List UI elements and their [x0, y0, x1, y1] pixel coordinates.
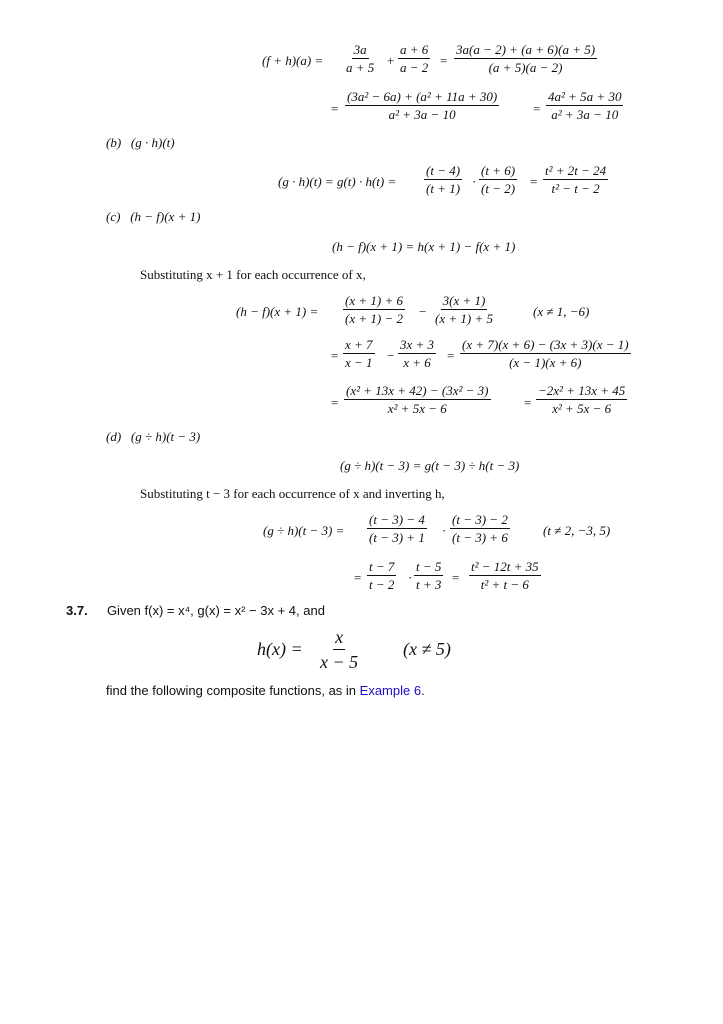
part-c-fraction-2: $\frac{3(x + 1)}{(x + 1) + 5}$: [435, 293, 493, 326]
part-c-result-3: $\frac{\text{−2x² + 13x + 45}}{\text{x² + 5x − 6}}$: [538, 383, 626, 416]
part-a-fraction-1: $\frac{3a}{a + 5}$: [346, 42, 375, 75]
part-c-definition: (h − f)(x + 1) = h(x + 1) − f(x + 1): [332, 239, 516, 254]
equals-sign: =: [447, 348, 455, 363]
plus-sign: +: [387, 53, 395, 68]
minus-sign: −: [387, 348, 395, 363]
equals-sign: =: [331, 395, 339, 410]
dot-operator: ·: [442, 523, 447, 538]
part-c-heading: (c) (h − f)(x + 1): [106, 209, 201, 224]
minus-sign: −: [419, 304, 427, 319]
part-c-result-2: $\frac{\text{(x² + 13x + 42) − (3x² − 3)}}{\text{x² + 5x − 6}}$: [346, 383, 489, 416]
equals-sign: =: [331, 101, 339, 116]
part-c-fraction-1: $\frac{(x + 1) + 6}{(x + 1) - 2}$: [345, 293, 403, 326]
h-lhs: h(x) =: [257, 639, 303, 659]
part-a-result-2: $\frac{\text{(3a² − 6a) + (a² + 11a + 30)}}{\text{a² + 3a − 10}}$: [347, 89, 498, 122]
part-d-fraction-4: $\frac{t - 5}{t + 3}$: [416, 559, 442, 592]
part-a-fraction-2: $\frac{a + 6}{a - 2}$: [400, 42, 429, 75]
dot-operator: ·: [472, 174, 477, 189]
part-d-fraction-2: $\frac{(t - 3) - 2}{(t - 3) + 6}$: [452, 512, 508, 545]
part-a-result-3: $\frac{\text{4a² + 5a + 30}}{\text{a² + 3a − 10}}$: [548, 89, 622, 122]
part-c-result-1: $\frac{(x + 7)(x + 6) - (3x + 3)(x - 1)}{(x - 1)(x + 6)}$: [462, 337, 629, 370]
equals-sign: =: [524, 395, 532, 410]
part-d-result: $\frac{\text{t² − 12t + 35}}{\text{t² + t − 6}}$: [471, 559, 539, 592]
problem-3-7: [66, 603, 325, 619]
part-d-heading: (d) (g ÷ h)(t − 3): [106, 429, 201, 444]
part-d-lhs: (g ÷ h)(t − 3) =: [263, 523, 345, 538]
part-d-definition: (g ÷ h)(t − 3) = g(t − 3) ÷ h(t − 3): [340, 458, 520, 473]
part-b-heading: (b) (g · h)(t): [106, 135, 175, 150]
problem-instruction: find the following composite functions, as in Example 6.: [106, 683, 425, 698]
part-d-fraction-3: $\frac{t - 7}{t - 2}$: [369, 559, 395, 592]
h-fraction: $\frac{x}{x - 5}$: [320, 627, 359, 672]
part-a-lhs: (f + h)(a) =: [262, 53, 324, 68]
part-b-lhs: (g · h)(t) = g(t) · h(t) =: [278, 174, 397, 189]
part-c-lhs: (h − f)(x + 1) =: [236, 304, 319, 319]
part-c-fraction-3: $\frac{x + 7}{x - 1}$: [345, 337, 373, 370]
equals-sign: =: [533, 101, 541, 116]
part-d-condition: (t ≠ 2, −3, 5): [543, 523, 611, 538]
part-a-result-1: $\frac{3a(a - 2) + (a + 6)(a + 5)}{(a + 5)(a - 2)}$: [456, 42, 596, 75]
problem-given-text: Given f(x) = x⁴, g(x) = x² − 3x + 4, and: [106, 603, 325, 618]
part-c-substitution-text: Substituting x + 1 for each occurrence of x,: [140, 267, 366, 282]
equals-sign: =: [530, 174, 538, 189]
dot-operator: ·: [408, 570, 413, 585]
part-b-fraction-1: $\frac{(t - 4)}{(t + 1)}$: [426, 163, 461, 196]
h-condition: (x ≠ 5): [403, 639, 451, 659]
part-c-fraction-4: $\frac{3x + 3}{x + 6}$: [400, 337, 435, 370]
part-b-fraction-2: $\frac{(t + 6)}{(t - 2)}$: [481, 163, 516, 196]
part-b-result: $\frac{\text{t² + 2t − 24}}{\text{t² − t − 2}}$: [545, 163, 607, 196]
equals-sign: =: [354, 570, 362, 585]
equals-sign: =: [440, 53, 448, 68]
part-d-substitution-text: Substituting t − 3 for each occurrence of x and inverting h,: [140, 486, 445, 501]
example-6-link[interactable]: Example 6: [359, 683, 422, 698]
part-d-fraction-1: $\frac{(t - 3) - 4}{(t - 3) + 1}$: [369, 512, 425, 545]
equals-sign: =: [331, 348, 339, 363]
equals-sign: =: [452, 570, 460, 585]
part-c-condition: (x ≠ 1, −6): [533, 304, 590, 319]
problem-number: 3.7.: [66, 603, 88, 618]
